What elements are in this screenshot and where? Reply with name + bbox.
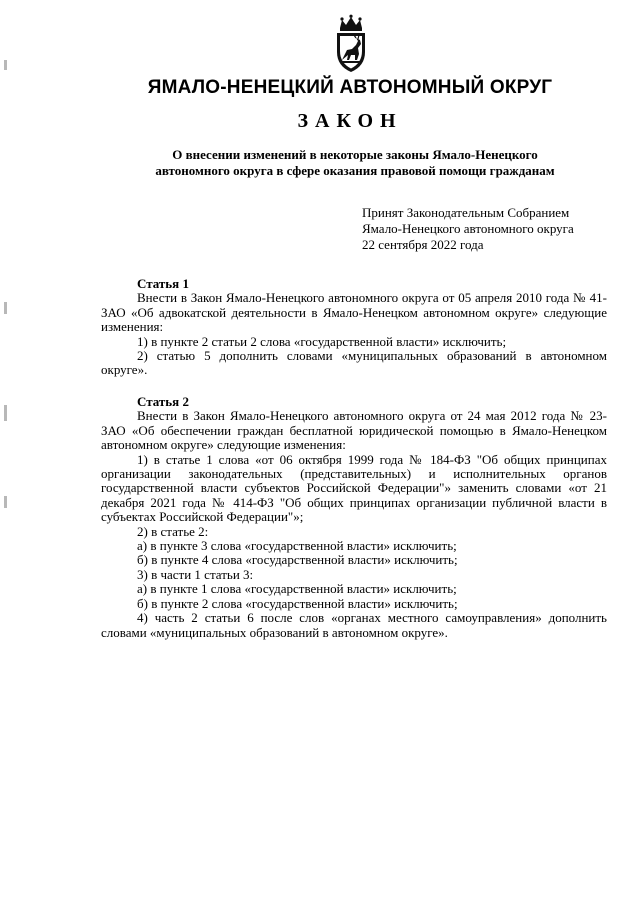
article-paragraph: а) в пункте 3 слова «государственной власти» исключить; — [137, 538, 457, 554]
article-paragraph: 2) в статье 2: — [137, 523, 209, 539]
article-paragraph: 4) часть 2 статьи 6 после слов «органах местного самоуправления» дополнить словами «муниципальных образований в автономном округе». — [101, 610, 607, 640]
article-paragraph: б) в пункте 4 слова «государственной власти» исключить; — [137, 552, 458, 568]
adoption-line: 22 сентября 2022 года — [362, 237, 484, 252]
adoption-line: Ямало-Ненецкого автономного округа — [362, 221, 574, 236]
document-type-title: ЗАКОН — [297, 110, 403, 132]
article-paragraph: 1) в статье 1 слова «от 06 октября 1999 года № 184-ФЗ "Об общих принципах организации законодательных (представительных) и исполнительных органов государственной власти субъектов Российской Федерации"» заменить словами «от 21 декабря 2021 года № 414-ФЗ "Об общих принципах организации публичной власти в субъектах Российской Федерации"»; — [101, 451, 607, 525]
law-subject-line: О внесении изменений в некоторые законы Ямало-Ненецкого — [172, 147, 538, 162]
article-paragraph: 2) статью 5 дополнить словами «муниципальных образований в автономном округе». — [101, 348, 607, 378]
scan-edge-mark — [4, 60, 7, 70]
article-2 — [101, 395, 607, 640]
law-subject — [100, 147, 610, 179]
article-paragraph: Внести в Закон Ямало-Ненецкого автономного округа от 05 апреля 2010 года № 41-ЗАО «Об адвокатской деятельности в Ямало-Ненецком автономном округе» следующие изменения: — [101, 290, 607, 335]
scan-edge-mark — [4, 496, 7, 508]
article-heading: Статья 2 — [137, 394, 189, 409]
scan-edge-mark — [4, 405, 7, 421]
yamal-coat-of-arms-icon — [331, 14, 371, 74]
law-subject-line: автономного округа в сфере оказания правовой помощи гражданам — [155, 163, 555, 178]
article-heading: Статья 1 — [137, 276, 189, 291]
article-paragraph: 1) в пункте 2 статьи 2 слова «государственной власти» исключить; — [137, 333, 507, 349]
article-paragraph: Внести в Закон Ямало-Ненецкого автономного округа от 24 мая 2012 года № 23-ЗАО «Об обеспечении граждан бесплатной юридической помощью в Ямало-Ненецком автономном округе» следующие изменения: — [101, 408, 607, 453]
adoption-line: Принят Законодательным Собранием — [362, 205, 570, 220]
scan-edge-mark — [4, 302, 7, 314]
adoption-note — [362, 205, 574, 253]
region-title: ЯМАЛО-НЕНЕЦКИЙ АВТОНОМНЫЙ ОКРУГ — [147, 77, 553, 98]
article-1 — [101, 277, 607, 378]
article-paragraph: 3) в части 1 статьи 3: — [137, 566, 254, 582]
article-paragraph: а) в пункте 1 слова «государственной власти» исключить; — [137, 581, 457, 597]
article-paragraph: б) в пункте 2 слова «государственной власти» исключить; — [137, 595, 458, 611]
